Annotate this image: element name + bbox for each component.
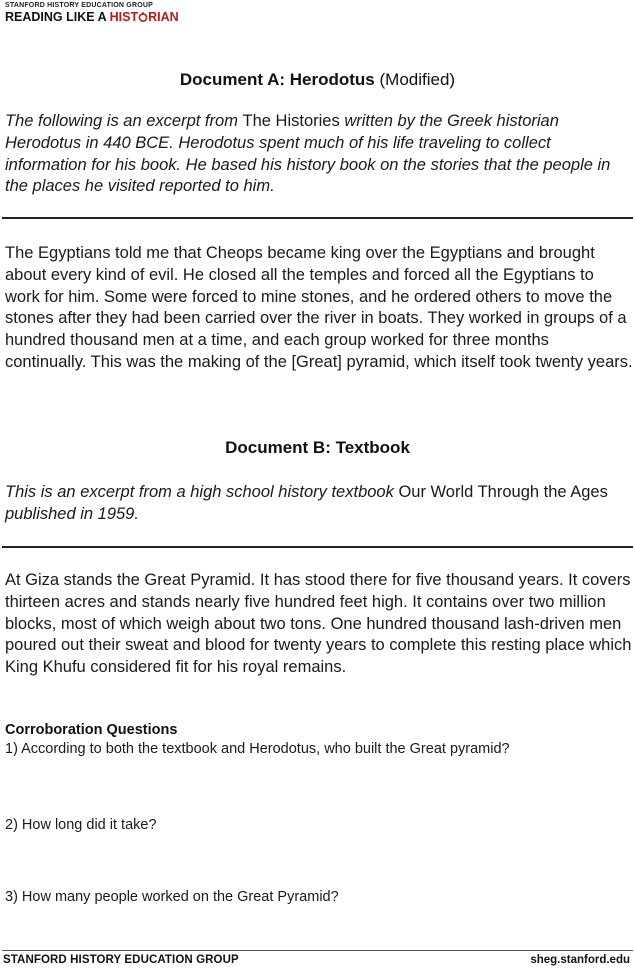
corroboration-questions-heading: Corroboration Questions (5, 722, 178, 738)
document-b-intro-part1: This is an excerpt from a high school history textbook (5, 483, 399, 501)
logo-group-name: STANFORD HISTORY EDUCATION GROUP (5, 2, 153, 9)
document-a-title-bold: Document A: Herodotus (179, 70, 375, 89)
document-b-book-title: Our World Through the Ages (398, 483, 608, 501)
document-a-body: The Egyptians told me that Cheops became king over the Egyptians and brought about every kind of evil. He closed all the temples and forced all the Egyptians to work for him. Some were forced to mine stones, and he ordered others to move the stones after they had been carried over the river in boats. They worked in groups of a hundred thousand men at a time, and each group worked for three months continually. This was the making of the [Great] pyramid, which itself took twenty years. (5, 244, 633, 371)
lamp-icon (138, 11, 148, 22)
document-a-intro-part1: The following is an excerpt from (5, 112, 243, 130)
document-b-intro (5, 482, 633, 526)
footer-organization: STANFORD HISTORY EDUCATION GROUP (3, 954, 239, 966)
document-a-title (0, 70, 635, 90)
logo-title-part2: HIST (109, 10, 139, 24)
question-2: 2) How long did it take? (5, 817, 157, 833)
document-a-divider (2, 217, 633, 219)
logo-title-part1: READING LIKE A (5, 10, 110, 24)
document-a-book-title: The Histories (242, 112, 340, 130)
document-b-title: Document B: Textbook (225, 438, 410, 457)
document-a-intro-part3: written by the Greek historian Herodotus in 440 BCE. Herodotus spent much of his life traveling to collect information for his book. He based his history book on the stories that the people in the places he visited reported to him. (5, 112, 611, 196)
logo-title-part3: RIAN (148, 10, 179, 24)
reading-like-a-historian-logo (5, 2, 205, 24)
footer-website: sheg.stanford.edu (530, 954, 630, 966)
document-b-divider (2, 546, 633, 548)
document-b-intro-part3: published in 1959. (5, 504, 139, 523)
footer-divider (2, 950, 633, 951)
document-a-intro (5, 111, 633, 198)
logo-title (5, 10, 205, 24)
document-a-title-modified: (Modified) (379, 70, 456, 89)
document-b-body: At Giza stands the Great Pyramid. It has stood there for five thousand years. It covers thirteen acres and stands nearly five hundred feet high. It contains over two million blocks, most of which weigh about two tons. One hundred thousand lash-driven men poured out their sweat and blood for twenty years to complete this resting place which King Khufu considered fit for his royal remains. (5, 571, 632, 677)
question-1: 1) According to both the textbook and Herodotus, who built the Great pyramid? (5, 741, 510, 757)
question-3: 3) How many people worked on the Great Pyramid? (5, 889, 339, 905)
